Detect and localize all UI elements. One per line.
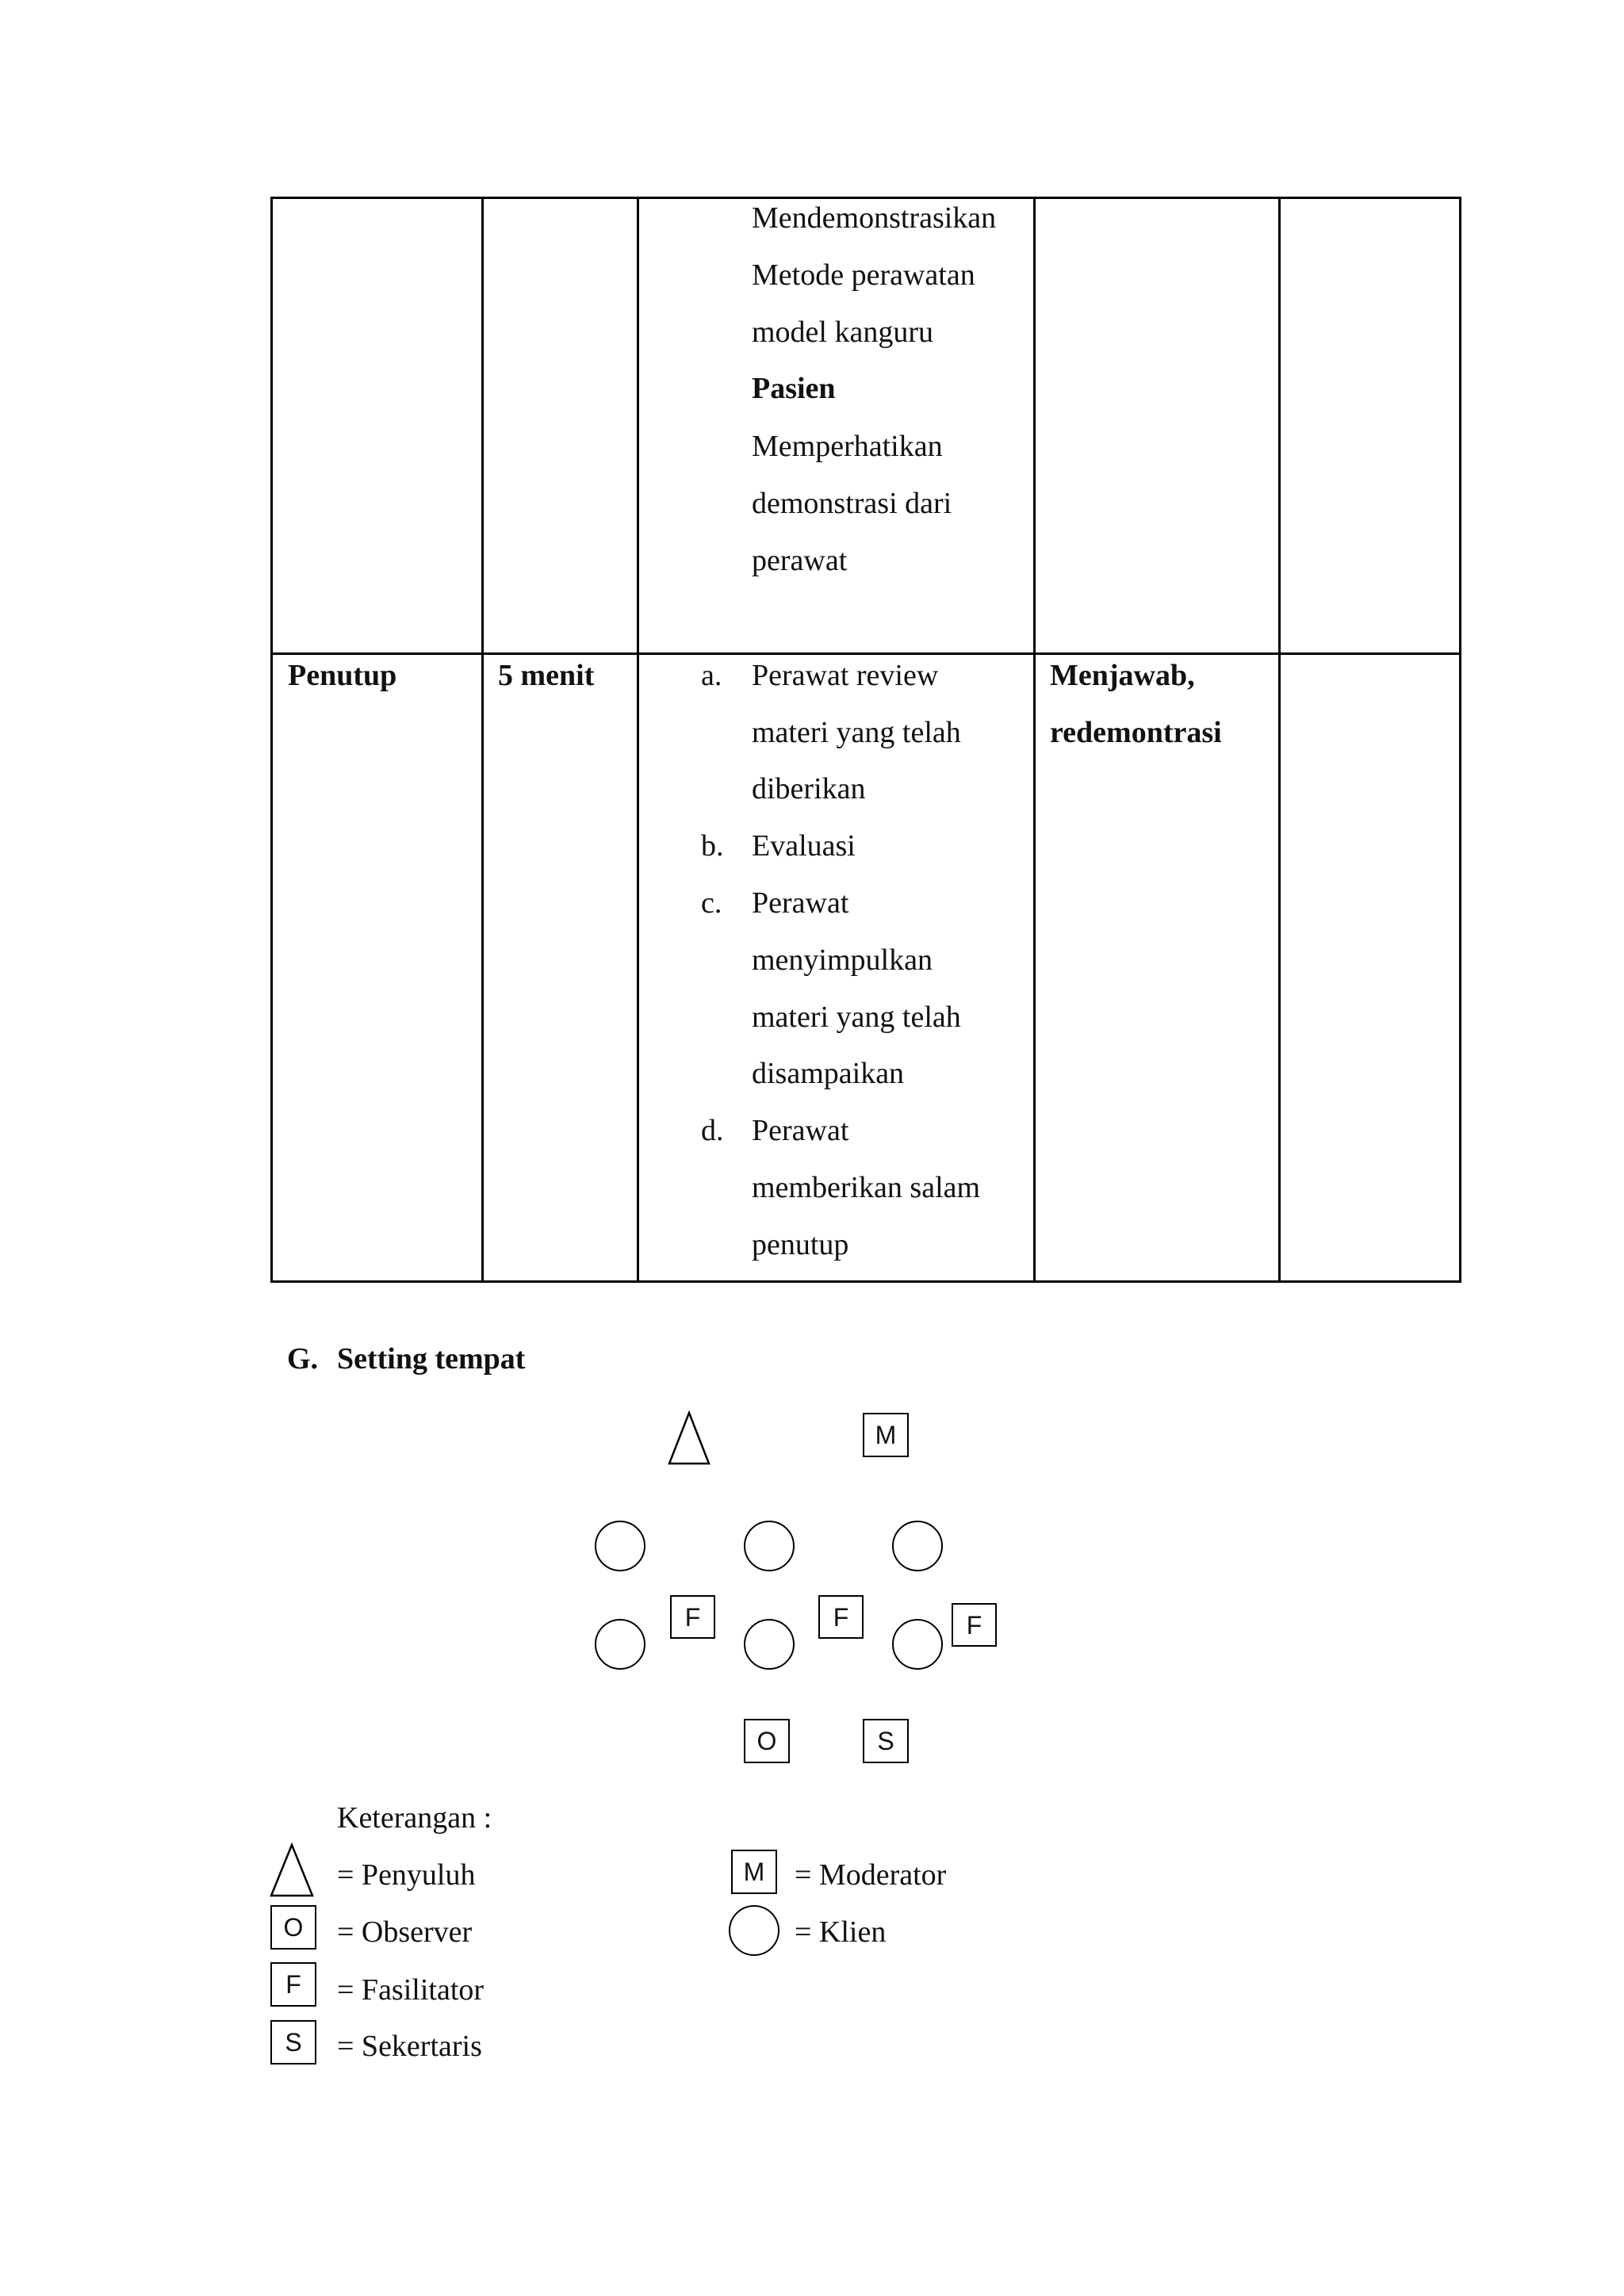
legend-fasilitator: = Fasilitator: [337, 1973, 485, 2007]
table-bottom-border: [270, 1280, 1461, 1283]
list-item-line: penutup: [752, 1228, 849, 1261]
list-item-line: materi yang telah: [752, 716, 961, 749]
legend-sekertaris: = Sekertaris: [337, 2030, 482, 2063]
legend-observer: = Observer: [337, 1915, 473, 1949]
legend-penyuluh: = Penyuluh: [337, 1858, 476, 1892]
penyuluh-triangle-icon: [270, 1843, 314, 1897]
phase-label: Penutup: [288, 659, 397, 692]
activity-line: Memperhatikan: [752, 430, 943, 463]
list-item-line: diberikan: [752, 772, 866, 806]
activity-line: Mendemonstrasikan: [752, 201, 997, 235]
observer-box: O: [744, 1719, 790, 1763]
list-item-line: Evaluasi: [752, 829, 856, 863]
klien-circle-icon: [729, 1905, 779, 1956]
legend-title: Keterangan :: [337, 1801, 492, 1835]
sekertaris-box: S: [270, 2020, 316, 2064]
list-item-line: menyimpulkan: [752, 943, 933, 977]
observer-box: O: [270, 1905, 316, 1950]
moderator-box: M: [863, 1413, 909, 1457]
activity-line: model kanguru: [752, 316, 934, 349]
sekertaris-box: S: [863, 1719, 909, 1763]
table-col-border: [1278, 197, 1281, 1283]
table-col-border: [481, 197, 484, 1283]
list-marker: d.: [701, 1114, 724, 1147]
time-label: 5 menit: [498, 659, 595, 692]
moderator-box: M: [731, 1850, 777, 1894]
table-row-divider: [270, 652, 1461, 655]
list-item-line: materi yang telah: [752, 1001, 961, 1034]
list-item-line: Perawat review: [752, 659, 939, 692]
list-item-line: memberikan salam: [752, 1171, 981, 1204]
list-item-line: Perawat: [752, 1114, 849, 1147]
table-top-border: [270, 197, 1461, 199]
legend-moderator: = Moderator: [795, 1858, 947, 1892]
fasilitator-box: F: [952, 1603, 997, 1647]
table-col-border: [270, 197, 273, 1283]
list-item-line: disampaikan: [752, 1057, 905, 1090]
list-marker: c.: [701, 886, 722, 920]
fasilitator-box: F: [818, 1595, 864, 1639]
fasilitator-box: F: [270, 1962, 316, 2007]
klien-circle-icon: [744, 1619, 795, 1670]
section-title: Setting tempat: [337, 1342, 526, 1376]
table-col-border: [1459, 197, 1461, 1283]
klien-circle-icon: [892, 1619, 943, 1670]
table-col-border: [637, 197, 639, 1283]
klien-circle-icon: [595, 1521, 645, 1571]
response-line: redemontrasi: [1050, 716, 1222, 749]
list-marker: b.: [701, 829, 724, 863]
klien-circle-icon: [892, 1521, 943, 1571]
activity-line: demonstrasi dari: [752, 487, 952, 520]
list-item-line: Perawat: [752, 886, 849, 920]
table-col-border: [1033, 197, 1036, 1283]
response-line: Menjawab,: [1050, 659, 1195, 692]
penyuluh-triangle-icon: [668, 1411, 710, 1465]
activity-line: perawat: [752, 544, 848, 577]
list-marker: a.: [701, 659, 722, 692]
klien-circle-icon: [744, 1521, 795, 1571]
fasilitator-box: F: [670, 1595, 715, 1639]
klien-circle-icon: [595, 1619, 645, 1670]
activity-line-bold: Pasien: [752, 372, 836, 405]
activity-line: Metode perawatan: [752, 258, 975, 292]
section-letter: G.: [287, 1342, 319, 1376]
legend-klien: = Klien: [795, 1915, 887, 1949]
